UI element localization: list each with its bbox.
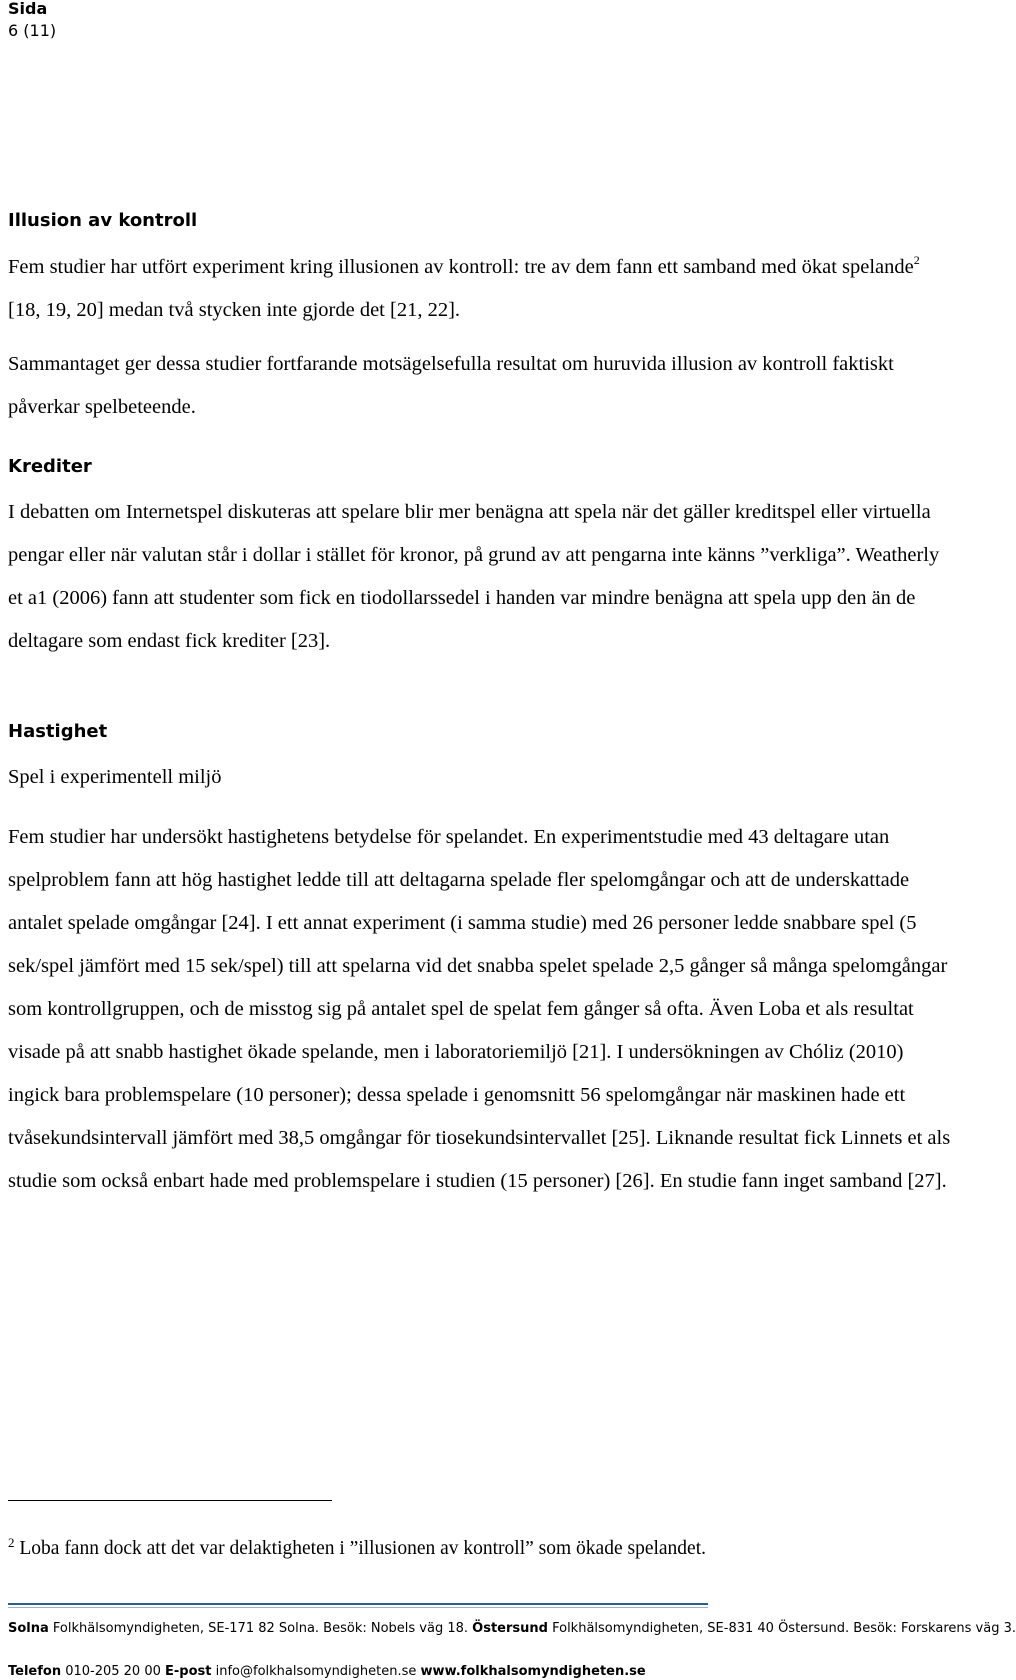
paragraph-hastighet-1: Fem studier har undersökt hastighetens betydelse för spelandet. En experimentstudie med 43 deltagare utan spelproblem fann att hög hastighet ledde till att deltagarna spelade fler spelomgångar och att de underskattade antalet spelade omgångar [24]. I ett annat experiment (i samma studie) med 26 personer ledde snabbare spel (5 sek/spel jämfört med 15 sek/spel) till att spelarna vid det snabba spelet spelade 2,5 gånger så många spelomgångar som kontrollgruppen, och de misstog sig på antalet spel de spelat fem gånger så ofta. Även Loba et als resultat visade på att snabb hastighet ökade spelande, men i laboratoriemiljö [21]. I undersökningen av Chóliz (2010) ingick bara problemspelare (10 personer); dessa spelade i genomsnitt 56 spelomgångar när maskinen hade ett tvåsekundsintervall jämfört med 38,5 omgångar för tiosekundsintervallet [25]. Liknande resultat fick Linnets et als studie som också enbart hade med problemspelare i studien (15 personer) [26]. En studie fann inget samband [27]. [8, 826, 951, 1192]
heading-hastighet: Hastighet [8, 721, 108, 742]
footer-city-solna: Solna [8, 1621, 49, 1636]
heading-illusion: Illusion av kontroll [8, 210, 198, 231]
footnote [8, 1535, 706, 1560]
footnote-ref[interactable]: 2 [913, 253, 920, 267]
footer-phone-label: Telefon [8, 1664, 62, 1679]
footer-rule-secondary [8, 1607, 708, 1608]
page-number: 6 (11) [8, 21, 57, 40]
footer-website-link[interactable]: www.folkhalsomyndigheten.se [420, 1664, 646, 1679]
paragraph-illusion-2: Sammantaget ger dessa studier fortfarande motsägelsefulla resultat om huruvida illusion av kontroll faktiskt påverkar spelbeteende. [8, 353, 894, 418]
footer-email-link[interactable]: info@folkhalsomyndigheten.se [211, 1664, 421, 1679]
footer-contact [8, 1664, 646, 1679]
footnote-text: Loba fann dock att det var delaktigheten i ”illusionen av kontroll” som ökade spelandet. [14, 1538, 706, 1559]
footer-email-label: E-post [165, 1664, 212, 1679]
heading-krediter: Krediter [8, 456, 92, 477]
paragraph-text: Fem studier har utfört experiment kring illusionen av kontroll: tre av dem fann ett samband med ökat spelande [8, 256, 914, 278]
page-header [8, 0, 56, 41]
footer-rule [8, 1603, 708, 1608]
footnote-separator [8, 1500, 332, 1501]
footer-phone: 010-205 20 00 [61, 1664, 166, 1679]
footer-city-ostersund: Östersund [472, 1621, 548, 1636]
paragraph-krediter-1: I debatten om Internetspel diskuteras att spelare blir mer benägna att spela när det gäller kreditspel eller virtuella pengar eller när valutan står i dollar i stället för kronor, på grund av att pengarna inte känns ”verkliga”. Weatherly et a1 (2006) fann att studenter som fick en tiodollarssedel i handen var mindre benägna att spela upp den än de deltagare som endast fick krediter [23]. [8, 501, 940, 652]
footer-address [8, 1621, 1016, 1636]
paragraph-illusion-1 [8, 246, 953, 332]
paragraph-text: [18, 19, 20] medan två stycken inte gjorde det [21, 22]. [8, 299, 461, 321]
page-label: Sida [8, 0, 48, 18]
footer-rule-primary [8, 1603, 708, 1605]
footnote-number: 2 [8, 1535, 15, 1550]
footer-address-ostersund: Folkhälsomyndigheten, SE-831 40 Östersund. Besök: Forskarens väg 3. [547, 1621, 1016, 1636]
subheading-hastighet: Spel i experimentell miljö [8, 766, 222, 788]
footer-address-solna: Folkhälsomyndigheten, SE-171 82 Solna. Besök: Nobels väg 18. [48, 1621, 473, 1636]
